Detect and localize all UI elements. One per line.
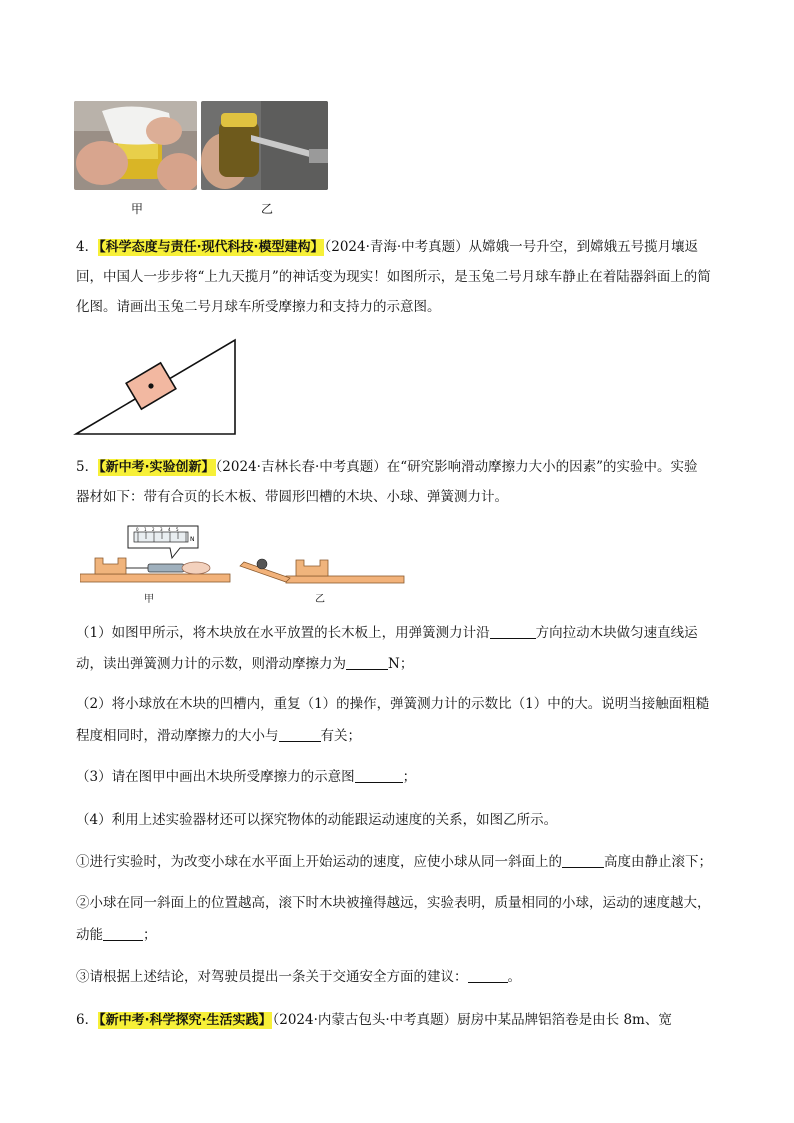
q5-tag: 【新中考·实验创新】 <box>99 460 215 475</box>
q5-part2-line1: （2）将小球放在木块的凹槽内，重复（1）的操作，弹簧测力计的示数比（1）中的大。说明当接触面粗糙 <box>76 696 710 712</box>
answer-blank-diagram[interactable] <box>355 768 403 783</box>
q5-part3-text-b: ； <box>402 769 417 785</box>
q5-sub1-text-b: 高度由静止滚下； <box>604 854 712 870</box>
q5-sub1-text-a: ①进行实验时，为改变小球在水平面上开始运动的速度，应使小球从同一斜面上的 <box>76 854 562 870</box>
q5-part4-line: （4）利用上述实验器材还可以探究物体的动能跟运动速度的关系，如图乙所示。 <box>76 812 558 828</box>
q5-part1-text-c: 动，读出弹簧测力计的示数，则滑动摩擦力为 <box>76 656 346 672</box>
q6-tag: 【新中考·科学探究·生活实践】 <box>99 1013 272 1028</box>
q4-tag: 【科学态度与责任·现代科技·模型建构】 <box>99 240 324 255</box>
q5-sub3-line <box>76 966 726 988</box>
q5-part1-line1 <box>76 622 726 644</box>
answer-blank-direction[interactable] <box>490 624 536 639</box>
q5-sub3-text-b: 。 <box>507 969 521 985</box>
scale-mark-5: 5 <box>176 527 179 532</box>
answer-blank-kinetic-energy[interactable] <box>103 926 143 941</box>
q5-sub2-text-c: ； <box>143 927 157 943</box>
scale-mark-2: 2 <box>152 527 155 532</box>
q4-text-1: （2024·青海·中考真题）从嫦娥一号升空，到嫦娥五号揽月壤返 <box>324 239 699 255</box>
q5-sub2-line2 <box>76 924 726 946</box>
scale-mark-1: 1 <box>144 527 147 532</box>
apparatus-caption-jia: 甲 <box>144 594 154 605</box>
photo-yi-image <box>201 101 328 190</box>
incline-diagram <box>70 330 245 440</box>
photo-yi <box>201 101 328 190</box>
q6-text-1: （2024·内蒙古包头·中考真题）厨房中某品牌铝箔卷是由长 8m、宽 <box>272 1012 672 1028</box>
q4-line-1 <box>76 236 726 259</box>
scale-mark-n: N <box>190 536 195 543</box>
q5-sub1-line <box>76 851 726 873</box>
q5-part1-text-a: （1）如图甲所示，将木块放在水平放置的长木板上，用弹簧测力计沿 <box>76 625 490 641</box>
photo-jia-image <box>74 101 197 190</box>
scale-mark-0: 0 <box>136 527 139 532</box>
q4-line-3: 化图。请画出玉兔二号月球车所受摩擦力和支持力的示意图。 <box>76 299 441 315</box>
q5-sub3-text-a: ③请根据上述结论，对驾驶员提出一条关于交通安全方面的建议： <box>76 969 468 985</box>
scale-mark-3: 3 <box>160 527 163 532</box>
scale-mark-4: 4 <box>168 527 171 532</box>
photo-caption-yi: 乙 <box>261 202 274 216</box>
answer-blank-friction-value[interactable] <box>346 655 388 670</box>
q5-line-1 <box>76 456 726 479</box>
q5-part1-text-b: 方向拉动木块做匀速直线运 <box>535 625 698 641</box>
apparatus-jia <box>80 522 240 588</box>
q5-part3-line <box>76 766 726 788</box>
q5-sub2-text-b: 动能 <box>76 927 103 943</box>
answer-blank-suggestion[interactable] <box>468 968 508 983</box>
q5-part2-line2 <box>76 725 726 747</box>
lunar-rover-block <box>126 363 176 409</box>
answer-blank-factor[interactable] <box>279 727 321 742</box>
q5-number: 5． <box>76 459 99 475</box>
q6-number: 6． <box>76 1012 99 1028</box>
q5-part2-text-c: 有关； <box>320 728 361 744</box>
q4-line-2: 回，中国人一步步将“上九天揽月”的神话变为现实！如图所示，是玉兔二号月球车静止在着陆器斜面上的简 <box>76 269 711 285</box>
q5-part1-text-d: N； <box>388 656 414 672</box>
q5-part1-line2 <box>76 653 726 675</box>
apparatus-caption-yi: 乙 <box>315 594 325 605</box>
photo-caption-jia: 甲 <box>131 202 144 216</box>
q4-number: 4． <box>76 239 99 255</box>
photo-jia <box>74 101 197 190</box>
q5-line-2: 器材如下：带有合页的长木板、带圆形凹槽的木块、小球、弹簧测力计。 <box>76 489 508 505</box>
apparatus-yi <box>236 548 411 588</box>
q5-part2-text-b: 程度相同时，滑动摩擦力的大小与 <box>76 728 279 744</box>
answer-blank-height[interactable] <box>562 853 604 868</box>
q5-text-1: （2024·吉林长春·中考真题）在“研究影响滑动摩擦力大小的因素”的实验中。实验 <box>215 459 698 475</box>
q5-part3-text-a: （3）请在图甲中画出木块所受摩擦力的示意图 <box>76 769 355 785</box>
q6-line-1 <box>76 1009 726 1032</box>
q5-sub2-line1: ②小球在同一斜面上的位置越高，滚下时木块被撞得越远，实验表明，质量相同的小球，运动的速度越大， <box>76 895 711 911</box>
